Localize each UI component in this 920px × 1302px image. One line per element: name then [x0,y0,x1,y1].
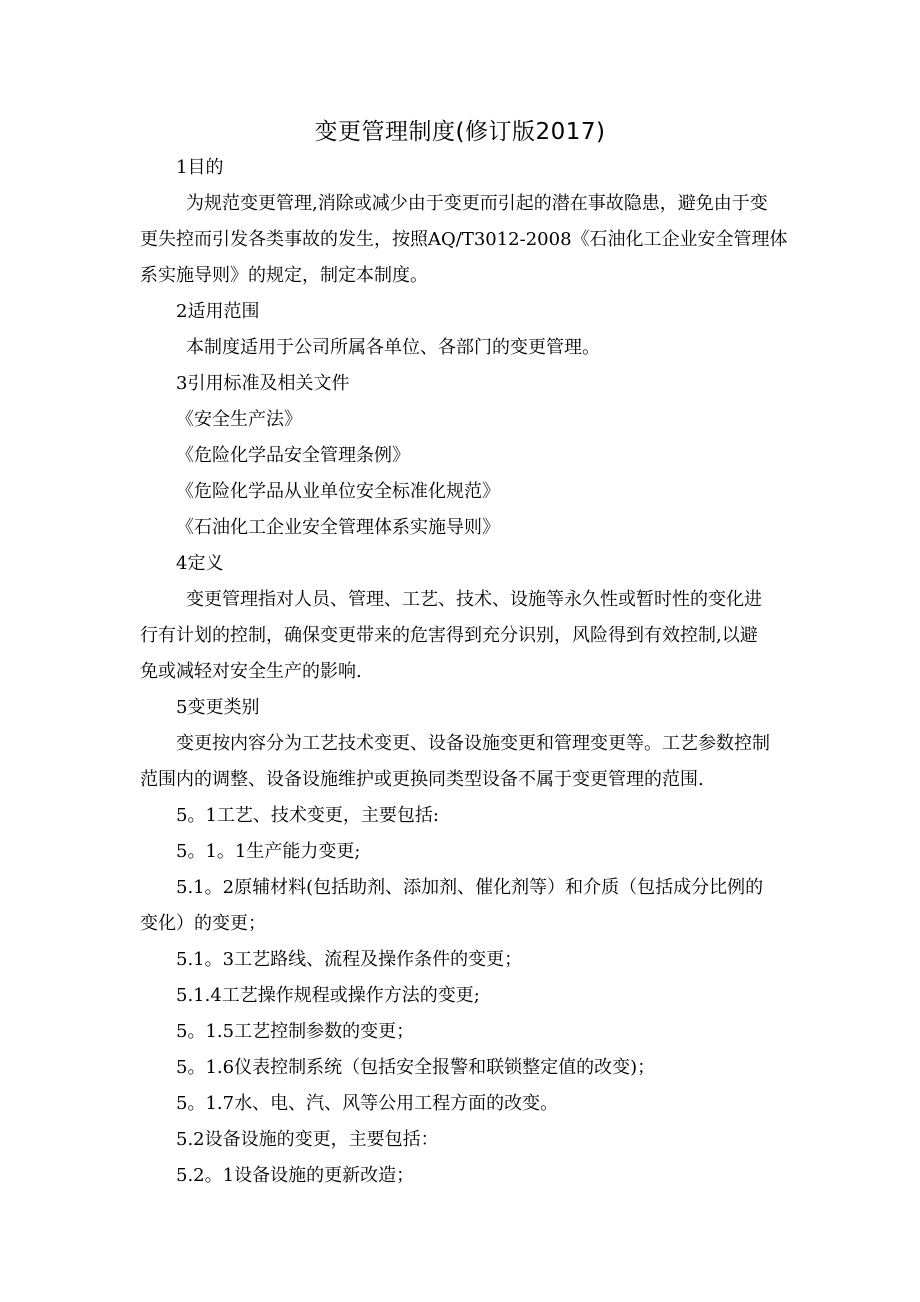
list-item: 5。1。1生产能力变更; [176,841,361,862]
section-heading-5: 5变更类别 [176,697,260,718]
list-item: 5。1.6仪表控制系统（包括安全报警和联锁整定值的改变)； [176,1057,656,1078]
list-item: 5.1.4工艺操作规程或操作方法的变更; [176,985,480,1006]
list-item: 5.1。2原辅材料(包括助剂、添加剂、催化剂等）和介质（包括成分比例的 [176,877,764,898]
page-title: 变更管理制度(修订版2017) [314,119,606,145]
subsection-heading: 5。1工艺、技术变更，主要包括: [176,805,439,826]
reference-item: 《石油化工企业安全管理体系实施导则》 [176,517,500,538]
list-item-continuation: 变化）的变更； [140,913,266,934]
list-item: 5.1。3工艺路线、流程及操作条件的变更； [176,949,523,970]
paragraph-line: 变更按内容分为工艺技术变更、设备设施变更和管理变更等。工艺参数控制 [176,733,770,754]
paragraph-line: 系实施导则》的规定，制定本制度。 [140,265,428,286]
paragraph-line: 范围内的调整、设备设施维护或更换同类型设备不属于变更管理的范围. [140,769,704,790]
list-item: 5.2。1设备设施的更新改造； [176,1165,415,1186]
section-heading-1: 1目的 [176,157,224,178]
list-item: 5。1.5工艺控制参数的变更； [176,1021,415,1042]
paragraph-line: 本制度适用于公司所属各单位、各部门的变更管理。 [186,337,600,358]
section-heading-4: 4定义 [176,553,224,574]
reference-item: 《危险化学品从业单位安全标准化规范》 [176,481,500,502]
paragraph-line: 行有计划的控制，确保变更带来的危害得到充分识别，风险得到有效控制,以避 [140,625,758,646]
paragraph-line: 更失控而引发各类事故的发生，按照AQ/T3012-2008《石油化工企业安全管理体 [140,229,788,250]
paragraph-line: 变更管理指对人员、管理、工艺、技术、设施等永久性或暂时性的变化进 [186,589,762,610]
list-item: 5。1.7水、电、汽、风等公用工程方面的改变。 [176,1093,559,1114]
reference-item: 《安全生产法》 [176,409,302,430]
subsection-heading: 5.2设备设施的变更，主要包括： [176,1129,439,1150]
section-heading-3: 3引用标准及相关文件 [176,373,350,394]
section-heading-2: 2适用范围 [176,301,260,322]
reference-item: 《危险化学品安全管理条例》 [176,445,410,466]
paragraph-line: 免或减轻对安全生产的影响. [140,661,362,682]
paragraph-line: 为规范变更管理,消除或减少由于变更而引起的潜在事故隐患，避免由于变 [186,193,768,214]
